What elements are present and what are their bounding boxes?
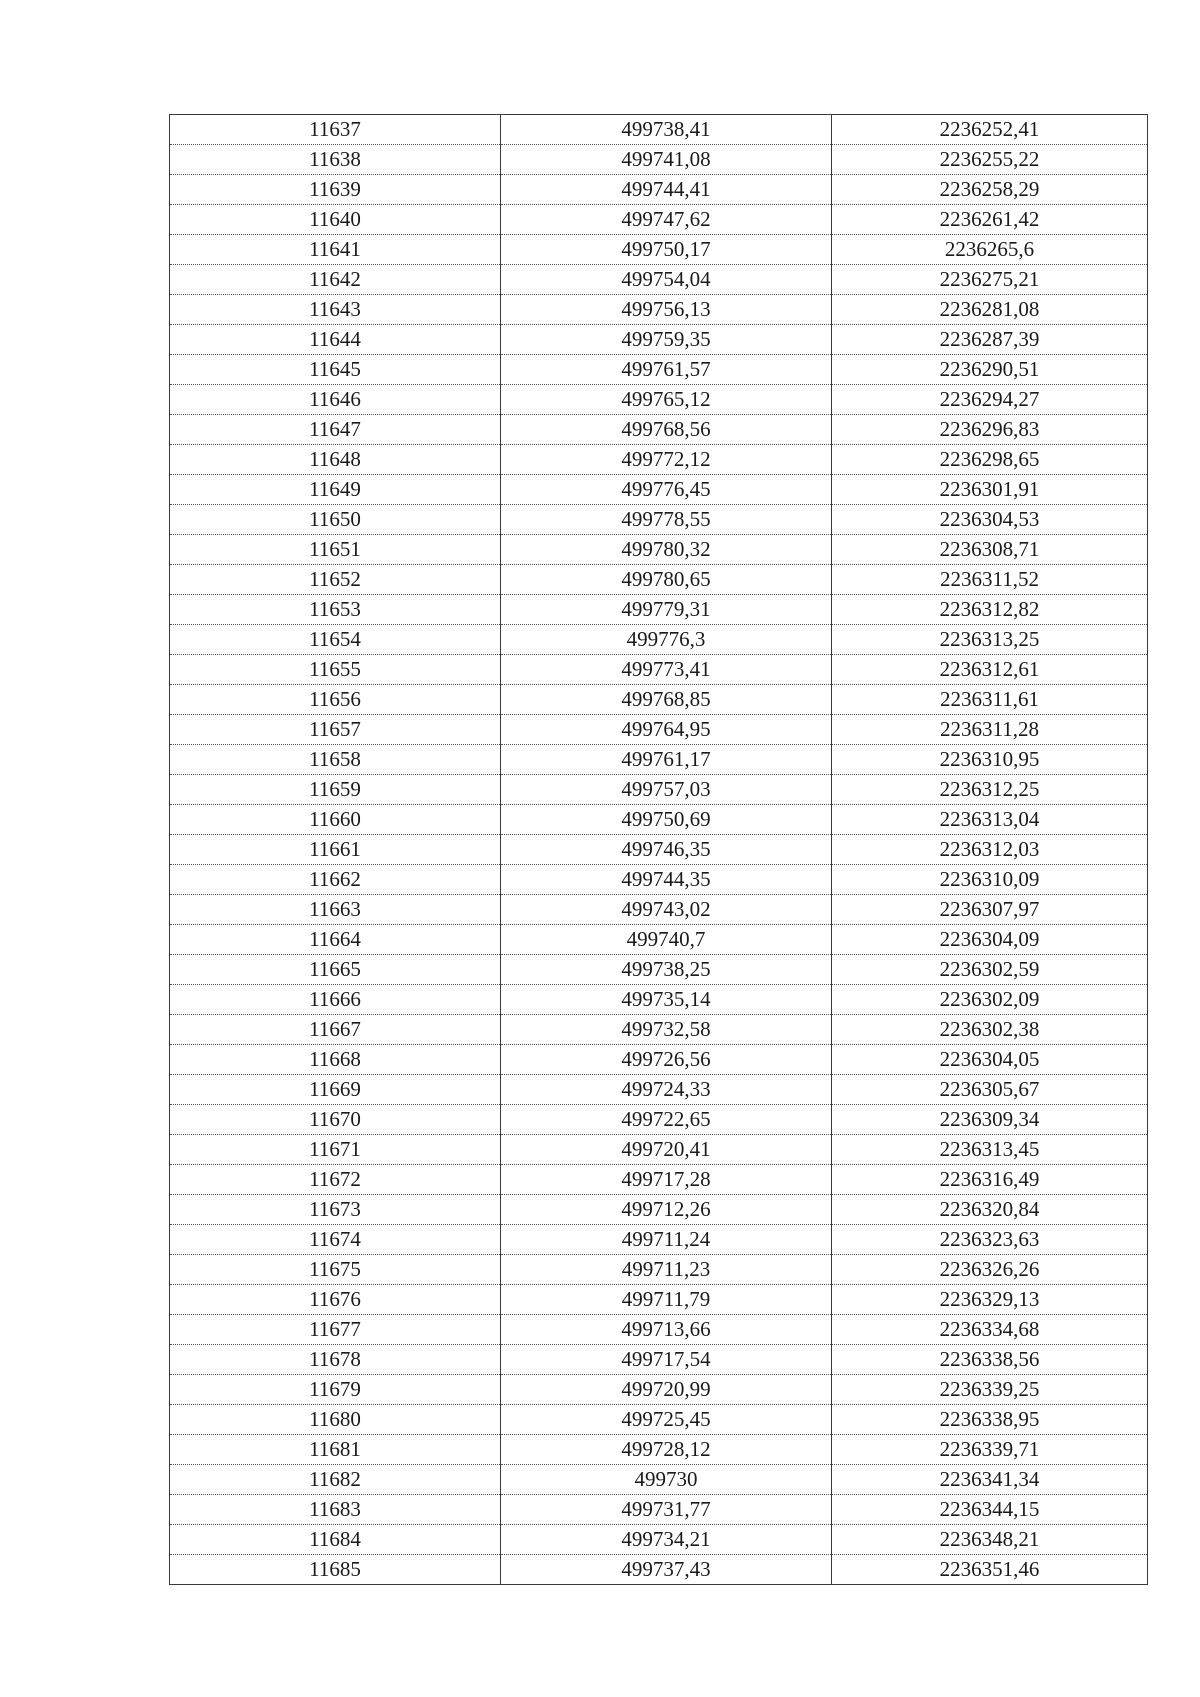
x-coordinate-cell: 499772,12 bbox=[501, 445, 832, 475]
x-coordinate-cell: 499743,02 bbox=[501, 895, 832, 925]
table-row bbox=[170, 715, 1148, 745]
y-coordinate-cell: 2236304,53 bbox=[832, 505, 1148, 535]
x-coordinate-cell: 499759,35 bbox=[501, 325, 832, 355]
x-coordinate-cell: 499756,13 bbox=[501, 295, 832, 325]
y-coordinate-cell: 2236304,05 bbox=[832, 1045, 1148, 1075]
point-number-cell: 11655 bbox=[170, 655, 501, 685]
point-number-cell: 11665 bbox=[170, 955, 501, 985]
table-row bbox=[170, 445, 1148, 475]
table-row bbox=[170, 505, 1148, 535]
table-row bbox=[170, 1555, 1148, 1585]
point-number-cell: 11670 bbox=[170, 1105, 501, 1135]
y-coordinate-cell: 2236311,61 bbox=[832, 685, 1148, 715]
point-number-cell: 11637 bbox=[170, 115, 501, 145]
x-coordinate-cell: 499717,54 bbox=[501, 1345, 832, 1375]
y-coordinate-cell: 2236307,97 bbox=[832, 895, 1148, 925]
x-coordinate-cell: 499735,14 bbox=[501, 985, 832, 1015]
x-coordinate-cell: 499728,12 bbox=[501, 1435, 832, 1465]
point-number-cell: 11660 bbox=[170, 805, 501, 835]
point-number-cell: 11685 bbox=[170, 1555, 501, 1585]
y-coordinate-cell: 2236329,13 bbox=[832, 1285, 1148, 1315]
table-row bbox=[170, 745, 1148, 775]
x-coordinate-cell: 499780,65 bbox=[501, 565, 832, 595]
y-coordinate-cell: 2236301,91 bbox=[832, 475, 1148, 505]
x-coordinate-cell: 499778,55 bbox=[501, 505, 832, 535]
x-coordinate-cell: 499717,28 bbox=[501, 1165, 832, 1195]
x-coordinate-cell: 499744,41 bbox=[501, 175, 832, 205]
coordinates-table bbox=[169, 114, 1148, 1585]
y-coordinate-cell: 2236302,09 bbox=[832, 985, 1148, 1015]
x-coordinate-cell: 499711,24 bbox=[501, 1225, 832, 1255]
x-coordinate-cell: 499754,04 bbox=[501, 265, 832, 295]
x-coordinate-cell: 499711,79 bbox=[501, 1285, 832, 1315]
y-coordinate-cell: 2236275,21 bbox=[832, 265, 1148, 295]
x-coordinate-cell: 499726,56 bbox=[501, 1045, 832, 1075]
point-number-cell: 11675 bbox=[170, 1255, 501, 1285]
x-coordinate-cell: 499734,21 bbox=[501, 1525, 832, 1555]
y-coordinate-cell: 2236298,65 bbox=[832, 445, 1148, 475]
table-row bbox=[170, 865, 1148, 895]
table-row bbox=[170, 1135, 1148, 1165]
y-coordinate-cell: 2236261,42 bbox=[832, 205, 1148, 235]
x-coordinate-cell: 499737,43 bbox=[501, 1555, 832, 1585]
x-coordinate-cell: 499773,41 bbox=[501, 655, 832, 685]
x-coordinate-cell: 499765,12 bbox=[501, 385, 832, 415]
table-row bbox=[170, 265, 1148, 295]
point-number-cell: 11674 bbox=[170, 1225, 501, 1255]
y-coordinate-cell: 2236339,25 bbox=[832, 1375, 1148, 1405]
point-number-cell: 11641 bbox=[170, 235, 501, 265]
y-coordinate-cell: 2236255,22 bbox=[832, 145, 1148, 175]
table-row bbox=[170, 835, 1148, 865]
table-row bbox=[170, 1435, 1148, 1465]
point-number-cell: 11653 bbox=[170, 595, 501, 625]
y-coordinate-cell: 2236310,09 bbox=[832, 865, 1148, 895]
table-row bbox=[170, 1495, 1148, 1525]
point-number-cell: 11677 bbox=[170, 1315, 501, 1345]
table-row bbox=[170, 1465, 1148, 1495]
table-row bbox=[170, 1285, 1148, 1315]
y-coordinate-cell: 2236312,82 bbox=[832, 595, 1148, 625]
x-coordinate-cell: 499764,95 bbox=[501, 715, 832, 745]
point-number-cell: 11658 bbox=[170, 745, 501, 775]
y-coordinate-cell: 2236281,08 bbox=[832, 295, 1148, 325]
table-row bbox=[170, 1255, 1148, 1285]
y-coordinate-cell: 2236296,83 bbox=[832, 415, 1148, 445]
y-coordinate-cell: 2236313,25 bbox=[832, 625, 1148, 655]
x-coordinate-cell: 499741,08 bbox=[501, 145, 832, 175]
y-coordinate-cell: 2236351,46 bbox=[832, 1555, 1148, 1585]
y-coordinate-cell: 2236302,38 bbox=[832, 1015, 1148, 1045]
point-number-cell: 11659 bbox=[170, 775, 501, 805]
table-row bbox=[170, 415, 1148, 445]
table-row bbox=[170, 1015, 1148, 1045]
x-coordinate-cell: 499750,69 bbox=[501, 805, 832, 835]
y-coordinate-cell: 2236290,51 bbox=[832, 355, 1148, 385]
table-row bbox=[170, 985, 1148, 1015]
table-row bbox=[170, 1165, 1148, 1195]
y-coordinate-cell: 2236326,26 bbox=[832, 1255, 1148, 1285]
point-number-cell: 11682 bbox=[170, 1465, 501, 1495]
y-coordinate-cell: 2236313,45 bbox=[832, 1135, 1148, 1165]
table-row bbox=[170, 775, 1148, 805]
point-number-cell: 11645 bbox=[170, 355, 501, 385]
y-coordinate-cell: 2236302,59 bbox=[832, 955, 1148, 985]
table-row bbox=[170, 1225, 1148, 1255]
point-number-cell: 11638 bbox=[170, 145, 501, 175]
point-number-cell: 11661 bbox=[170, 835, 501, 865]
table-row bbox=[170, 1375, 1148, 1405]
point-number-cell: 11647 bbox=[170, 415, 501, 445]
point-number-cell: 11676 bbox=[170, 1285, 501, 1315]
table-row bbox=[170, 685, 1148, 715]
y-coordinate-cell: 2236316,49 bbox=[832, 1165, 1148, 1195]
y-coordinate-cell: 2236304,09 bbox=[832, 925, 1148, 955]
point-number-cell: 11643 bbox=[170, 295, 501, 325]
table-row bbox=[170, 295, 1148, 325]
x-coordinate-cell: 499738,41 bbox=[501, 115, 832, 145]
x-coordinate-cell: 499724,33 bbox=[501, 1075, 832, 1105]
point-number-cell: 11680 bbox=[170, 1405, 501, 1435]
y-coordinate-cell: 2236294,27 bbox=[832, 385, 1148, 415]
y-coordinate-cell: 2236311,52 bbox=[832, 565, 1148, 595]
point-number-cell: 11684 bbox=[170, 1525, 501, 1555]
x-coordinate-cell: 499712,26 bbox=[501, 1195, 832, 1225]
y-coordinate-cell: 2236339,71 bbox=[832, 1435, 1148, 1465]
y-coordinate-cell: 2236313,04 bbox=[832, 805, 1148, 835]
y-coordinate-cell: 2236312,03 bbox=[832, 835, 1148, 865]
x-coordinate-cell: 499768,85 bbox=[501, 685, 832, 715]
y-coordinate-cell: 2236338,95 bbox=[832, 1405, 1148, 1435]
point-number-cell: 11642 bbox=[170, 265, 501, 295]
table-row bbox=[170, 805, 1148, 835]
point-number-cell: 11666 bbox=[170, 985, 501, 1015]
x-coordinate-cell: 499779,31 bbox=[501, 595, 832, 625]
point-number-cell: 11648 bbox=[170, 445, 501, 475]
table-row bbox=[170, 1195, 1148, 1225]
y-coordinate-cell: 2236323,63 bbox=[832, 1225, 1148, 1255]
point-number-cell: 11651 bbox=[170, 535, 501, 565]
table-row bbox=[170, 205, 1148, 235]
y-coordinate-cell: 2236312,25 bbox=[832, 775, 1148, 805]
table-row bbox=[170, 115, 1148, 145]
x-coordinate-cell: 499746,35 bbox=[501, 835, 832, 865]
table-row bbox=[170, 1315, 1148, 1345]
point-number-cell: 11683 bbox=[170, 1495, 501, 1525]
x-coordinate-cell: 499747,62 bbox=[501, 205, 832, 235]
table-row bbox=[170, 565, 1148, 595]
x-coordinate-cell: 499731,77 bbox=[501, 1495, 832, 1525]
y-coordinate-cell: 2236310,95 bbox=[832, 745, 1148, 775]
point-number-cell: 11650 bbox=[170, 505, 501, 535]
y-coordinate-cell: 2236348,21 bbox=[832, 1525, 1148, 1555]
y-coordinate-cell: 2236305,67 bbox=[832, 1075, 1148, 1105]
coordinates-table-body bbox=[170, 115, 1148, 1585]
table-row bbox=[170, 145, 1148, 175]
y-coordinate-cell: 2236338,56 bbox=[832, 1345, 1148, 1375]
table-row bbox=[170, 1525, 1148, 1555]
x-coordinate-cell: 499776,3 bbox=[501, 625, 832, 655]
y-coordinate-cell: 2236252,41 bbox=[832, 115, 1148, 145]
point-number-cell: 11667 bbox=[170, 1015, 501, 1045]
table-row bbox=[170, 595, 1148, 625]
point-number-cell: 11663 bbox=[170, 895, 501, 925]
x-coordinate-cell: 499768,56 bbox=[501, 415, 832, 445]
table-row bbox=[170, 475, 1148, 505]
y-coordinate-cell: 2236265,6 bbox=[832, 235, 1148, 265]
x-coordinate-cell: 499732,58 bbox=[501, 1015, 832, 1045]
point-number-cell: 11649 bbox=[170, 475, 501, 505]
table-row bbox=[170, 1105, 1148, 1135]
point-number-cell: 11672 bbox=[170, 1165, 501, 1195]
y-coordinate-cell: 2236311,28 bbox=[832, 715, 1148, 745]
point-number-cell: 11657 bbox=[170, 715, 501, 745]
point-number-cell: 11639 bbox=[170, 175, 501, 205]
point-number-cell: 11662 bbox=[170, 865, 501, 895]
x-coordinate-cell: 499738,25 bbox=[501, 955, 832, 985]
y-coordinate-cell: 2236344,15 bbox=[832, 1495, 1148, 1525]
y-coordinate-cell: 2236258,29 bbox=[832, 175, 1148, 205]
x-coordinate-cell: 499725,45 bbox=[501, 1405, 832, 1435]
point-number-cell: 11644 bbox=[170, 325, 501, 355]
point-number-cell: 11679 bbox=[170, 1375, 501, 1405]
table-row bbox=[170, 325, 1148, 355]
x-coordinate-cell: 499744,35 bbox=[501, 865, 832, 895]
x-coordinate-cell: 499776,45 bbox=[501, 475, 832, 505]
table-row bbox=[170, 655, 1148, 685]
y-coordinate-cell: 2236308,71 bbox=[832, 535, 1148, 565]
table-row bbox=[170, 625, 1148, 655]
x-coordinate-cell: 499720,41 bbox=[501, 1135, 832, 1165]
x-coordinate-cell: 499761,17 bbox=[501, 745, 832, 775]
x-coordinate-cell: 499780,32 bbox=[501, 535, 832, 565]
table-row bbox=[170, 355, 1148, 385]
y-coordinate-cell: 2236320,84 bbox=[832, 1195, 1148, 1225]
y-coordinate-cell: 2236287,39 bbox=[832, 325, 1148, 355]
x-coordinate-cell: 499720,99 bbox=[501, 1375, 832, 1405]
point-number-cell: 11671 bbox=[170, 1135, 501, 1165]
table-row bbox=[170, 895, 1148, 925]
point-number-cell: 11673 bbox=[170, 1195, 501, 1225]
table-row bbox=[170, 1345, 1148, 1375]
table-row bbox=[170, 1045, 1148, 1075]
x-coordinate-cell: 499757,03 bbox=[501, 775, 832, 805]
point-number-cell: 11669 bbox=[170, 1075, 501, 1105]
point-number-cell: 11681 bbox=[170, 1435, 501, 1465]
point-number-cell: 11668 bbox=[170, 1045, 501, 1075]
x-coordinate-cell: 499722,65 bbox=[501, 1105, 832, 1135]
y-coordinate-cell: 2236312,61 bbox=[832, 655, 1148, 685]
y-coordinate-cell: 2236309,34 bbox=[832, 1105, 1148, 1135]
point-number-cell: 11656 bbox=[170, 685, 501, 715]
point-number-cell: 11664 bbox=[170, 925, 501, 955]
x-coordinate-cell: 499711,23 bbox=[501, 1255, 832, 1285]
point-number-cell: 11640 bbox=[170, 205, 501, 235]
table-row bbox=[170, 235, 1148, 265]
point-number-cell: 11652 bbox=[170, 565, 501, 595]
x-coordinate-cell: 499750,17 bbox=[501, 235, 832, 265]
table-row bbox=[170, 385, 1148, 415]
table-row bbox=[170, 925, 1148, 955]
x-coordinate-cell: 499713,66 bbox=[501, 1315, 832, 1345]
x-coordinate-cell: 499740,7 bbox=[501, 925, 832, 955]
table-row bbox=[170, 955, 1148, 985]
table-row bbox=[170, 1075, 1148, 1105]
point-number-cell: 11678 bbox=[170, 1345, 501, 1375]
table-row bbox=[170, 535, 1148, 565]
y-coordinate-cell: 2236341,34 bbox=[832, 1465, 1148, 1495]
y-coordinate-cell: 2236334,68 bbox=[832, 1315, 1148, 1345]
x-coordinate-cell: 499761,57 bbox=[501, 355, 832, 385]
x-coordinate-cell: 499730 bbox=[501, 1465, 832, 1495]
table-row bbox=[170, 175, 1148, 205]
point-number-cell: 11654 bbox=[170, 625, 501, 655]
point-number-cell: 11646 bbox=[170, 385, 501, 415]
table-row bbox=[170, 1405, 1148, 1435]
